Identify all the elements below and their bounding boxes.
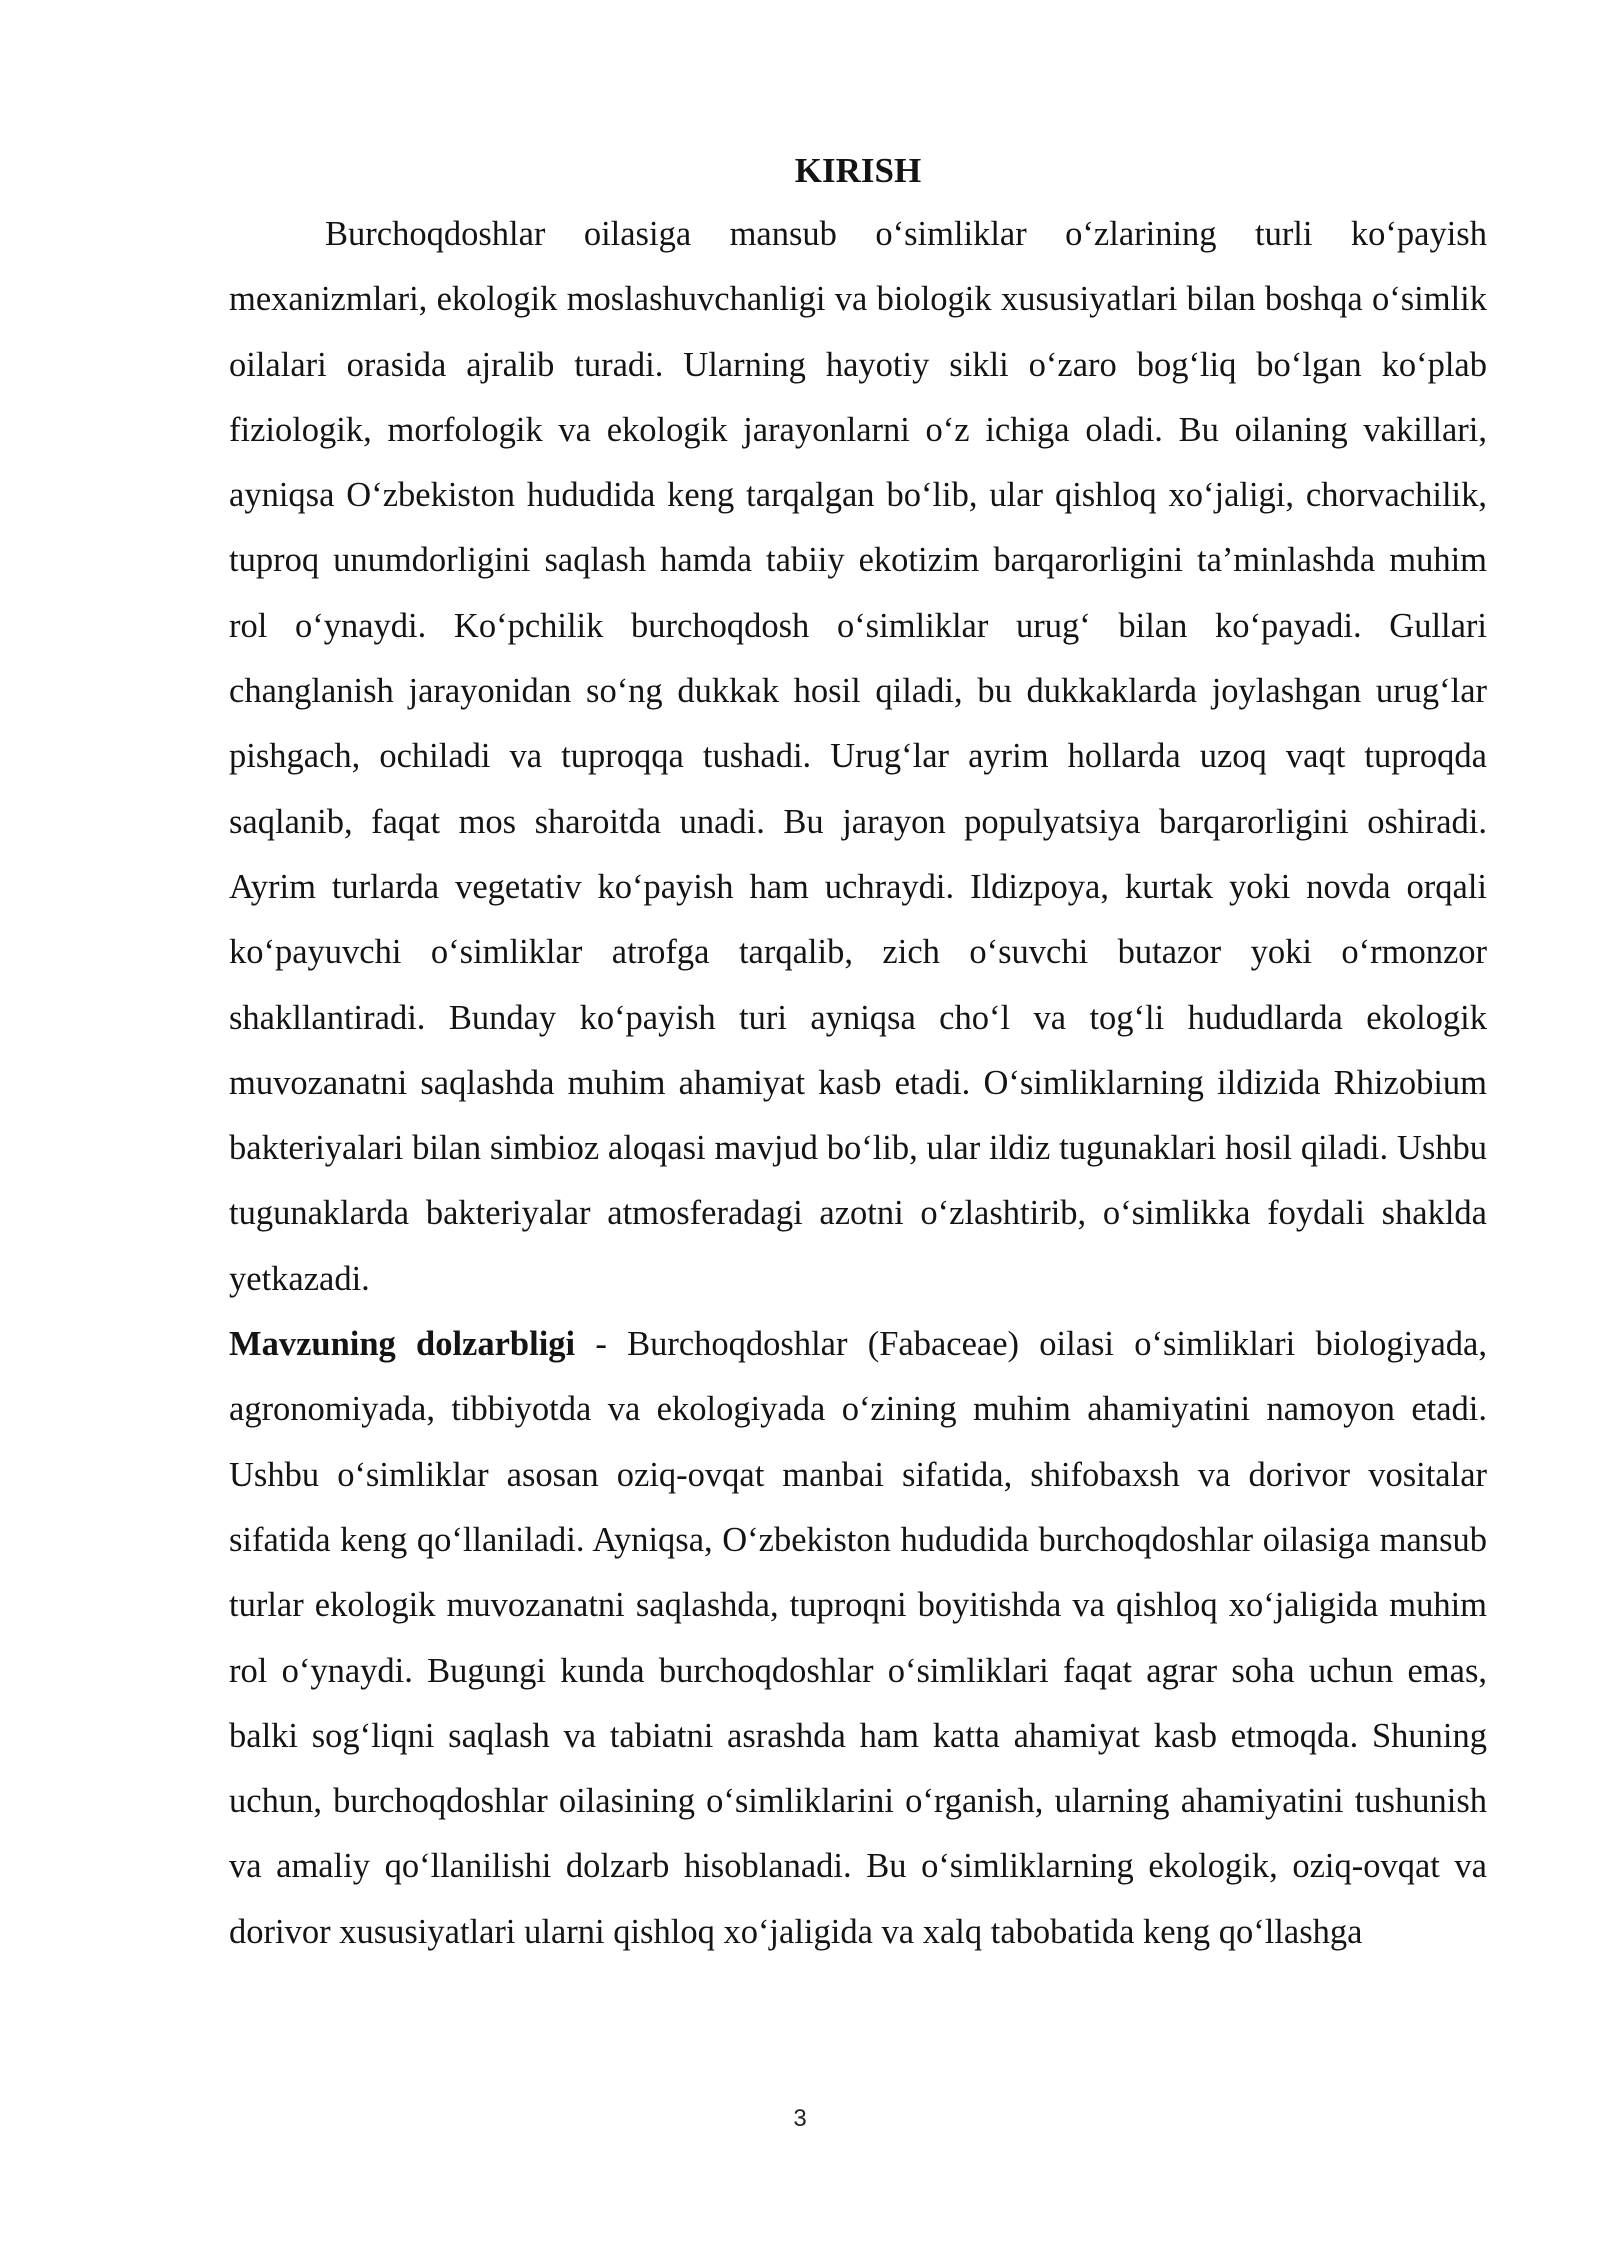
relevance-lead: Mavzuning dolzarbligi (229, 1325, 576, 1364)
document-page (229, 140, 1487, 1965)
relevance-paragraph (229, 1312, 1487, 1965)
section-heading: KIRISH (794, 151, 922, 190)
page-number: 3 (793, 2105, 807, 2132)
intro-paragraph: Burchoqdoshlar oilasiga mansub o‘simliklar o‘zlarining turli ko‘payish mexanizmlari, ekologik moslashuvchanligi va biologik xususiyatlari bilan boshqa o‘simlik oilalari orasida ajralib turadi. Ularning hayotiy sikli o‘zaro bog‘liq bo‘lgan ko‘plab fiziologik, morfologik va ekologik jarayonlarni o‘z ichiga oladi. Bu oilaning vakillari, ayniqsa O‘zbekiston hududida keng tarqalgan bo‘lib, ular qishloq xo‘jaligi, chorvachilik, tuproq unumdorligini saqlash hamda tabiiy ekotizim barqarorligini ta’minlashda muhim rol o‘ynaydi. Ko‘pchilik burchoqdosh o‘simliklar urug‘ bilan ko‘payadi. Gullari changlanish jarayonidan so‘ng dukkak hosil qiladi, bu dukkaklarda joylashgan urug‘lar pishgach, ochiladi va tuproqqa tushadi. Urug‘lar ayrim hollarda uzoq vaqt tuproqda saqlanib, faqat mos sharoitda unadi. Bu jarayon populyatsiya barqarorligini oshiradi. Ayrim turlarda vegetativ ko‘payish ham uchraydi. Ildizpoya, kurtak yoki novda orqali ko‘payuvchi o‘simliklar atrofga tarqalib, zich o‘suvchi butazor yoki o‘rmonzor shakllantiradi. Bunday ko‘payish turi ayniqsa cho‘l va tog‘li hududlarda ekologik muvozanatni saqlashda muhim ahamiyat kasb etadi. O‘simliklarning ildizida Rhizobium bakteriyalari bilan simbioz aloqasi mavjud bo‘lib, ular ildiz tugunaklari hosil qiladi. Ushbu tugunaklarda bakteriyalar atmosferadagi azotni o‘zlashtirib, o‘simlikka foydali shaklda yetkazadi. (229, 215, 1487, 1298)
relevance-text: - Burchoqdoshlar (Fabaceae) oilasi o‘simliklari biologiyada, agronomiyada, tibbiyotda va ekologiyada o‘zining muhim ahamiyatini namoyon etadi. Ushbu o‘simliklar asosan oziq-ovqat manbai sifatida, shifobaxsh va dorivor vositalar sifatida keng qo‘llaniladi. Ayniqsa, O‘zbekiston hududida burchoqdoshlar oilasiga mansub turlar ekologik muvozanatni saqlashda, tuproqni boyitishda va qishloq xo‘jaligida muhim rol o‘ynaydi. Bugungi kunda burchoqdoshlar o‘simliklari faqat agrar soha uchun emas, balki sog‘liqni saqlash va tabiatni asrashda ham katta ahamiyat kasb etmoqda. Shuning uchun, burchoqdoshlar oilasining o‘simliklarini o‘rganish, ularning ahamiyatini tushunish va amaliy qo‘llanilishi dolzarb hisoblanadi. Bu o‘simliklarning ekologik, oziq-ovqat va dorivor xususiyatlari ularni qishloq xo‘jaligida va xalq tabobatida keng qo‘llashga (229, 1325, 1487, 1951)
